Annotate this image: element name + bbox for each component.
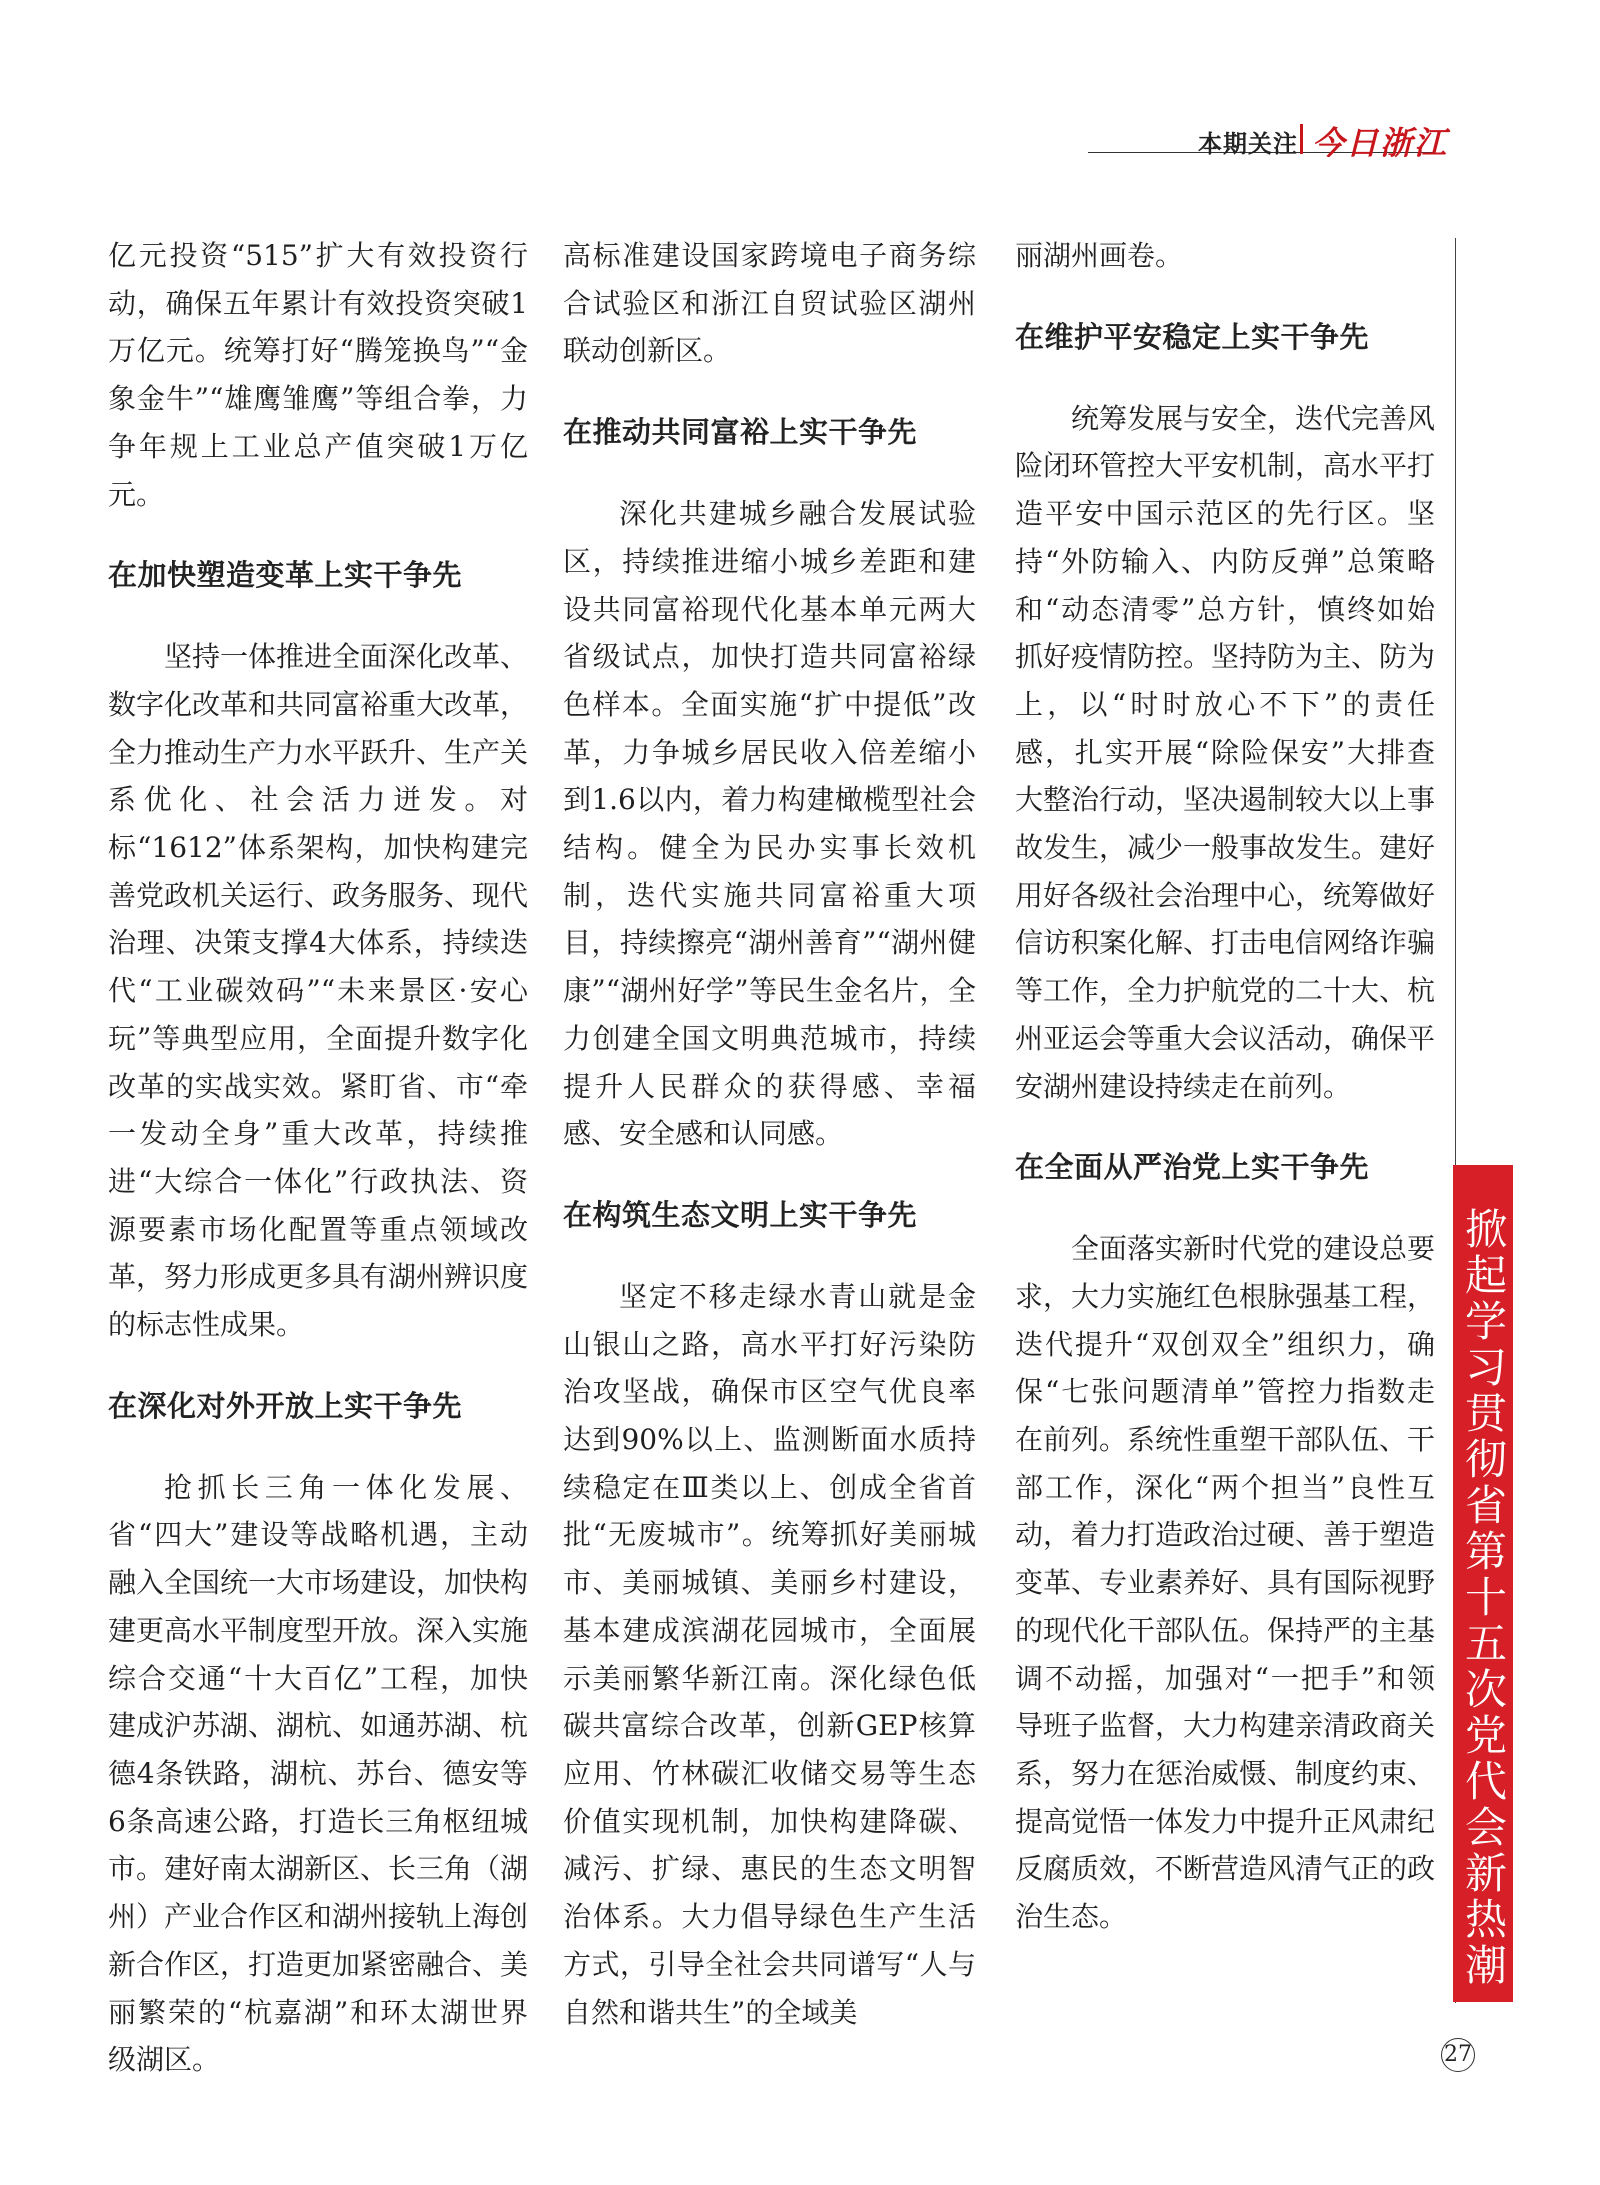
article-column-3 [1015, 232, 1435, 1941]
paragraph: 高标准建设国家跨境电子商务综合试验区和浙江自贸试验区湖州联动创新区。 [563, 239, 976, 368]
paragraph: 全面落实新时代党的建设总要求，大力实施红色根脉强基工程，迭代提升“双创双全”组织力，确保“七张问题清单”管控力指数走在前列。系统性重塑干部队伍、干部工作，深化“两个担当”良性互动，着力打造政治过硬、善于塑造变革、专业素养好、具有国际视野的现代化干部队伍。保持严的主基调不动摇，加强对“一把手”和领导班子监督，大力构建亲清政商关系，努力在惩治威慑、制度约束、提高觉悟一体发力中提升正风肃纪反腐质效，不断营造风清气正的政治生态。 [1015, 1232, 1436, 1934]
section-heading: 在全面从严治党上实干争先 [1015, 1150, 1370, 1185]
magazine-logo: 今日浙江 [1312, 124, 1449, 162]
paragraph: 统筹发展与安全，迭代完善风险闭环管控大平安机制，高水平打造平安中国示范区的先行区。坚持“外防输入、内防反弹”总策略和“动态清零”总方针，慎终如始抓好疫情防控。坚持防为主、防为上，以“时时放心不下”的责任感，扎实开展“除险保安”大排查大整治行动，坚决遏制较大以上事故发生，减少一般事故发生。建好用好各级社会治理中心，统筹做好信访积案化解、打击电信网络诈骗等工作，全力护航党的二十大、杭州亚运会等重大会议活动，确保平安湖州建设持续走在前列。 [1015, 401, 1436, 1103]
paragraph: 亿元投资“515”扩大有效投资行动，确保五年累计有效投资突破1万亿元。统筹打好“腾笼换鸟”“金象金牛”“雄鹰雏鹰”等组合拳，力争年规上工业总产值突破1万亿元。 [108, 239, 528, 511]
topic-sidebar-title: 掀起学习贯彻省第十五次党代会新热潮 [1459, 1207, 1508, 1989]
topic-sidebar [1453, 1165, 1513, 2002]
paragraph: 深化共建城乡融合发展试验区，持续推进缩小城乡差距和建设共同富裕现代化基本单元两大省级试点，加快打造共同富裕绿色样本。全面实施“扩中提低”改革，力争城乡居民收入倍差缩小到1.6以内，着力构建橄榄型社会结构。健全为民办实事长效机制，迭代实施共同富裕重大项目，持续擦亮“湖州善育”“湖州健康”“湖州好学”等民生金名片，全力创建全国文明典范城市，持续提升人民群众的获得感、幸福感、安全感和认同感。 [563, 497, 976, 1151]
section-heading: 在推动共同富裕上实干争先 [563, 415, 918, 450]
section-heading: 在加快塑造变革上实干争先 [108, 558, 463, 593]
section-heading: 在深化对外开放上实干争先 [108, 1388, 463, 1423]
section-heading: 在维护平安稳定上实干争先 [1015, 319, 1370, 354]
paragraph: 坚持一体推进全面深化改革、数字化改革和共同富裕重大改革，全力推动生产力水平跃升、生产关系优化、社会活力迸发。对标“1612”体系架构，加快构建完善党政机关运行、政务服务、现代治理、决策支撑4大体系，持续迭代“工业碳效码”“未来景区·安心玩”等典型应用，全面提升数字化改革的实战实效。紧盯省、市“牵一发动全身”重大改革，持续推进“大综合一体化”行政执法、资源要素市场化配置等重点领域改革，努力形成更多具有湖州辨识度的标志性成果。 [108, 640, 529, 1342]
paragraph: 丽湖州画卷。 [1015, 239, 1184, 272]
article-column-1 [108, 232, 528, 2084]
paragraph: 抢抓长三角一体化发展、省“四大”建设等战略机遇，主动融入全国统一大市场建设，加快构建更高水平制度型开放。深入实施综合交通“十大百亿”工程，加快建成沪苏湖、湖杭、如通苏湖、杭德4条铁路，湖杭、苏台、德安等6条高速公路，打造长三角枢纽城市。建好南太湖新区、长三角（湖州）产业合作区和湖州接轨上海创新合作区，打造更加紧密融合、美丽繁荣的“杭嘉湖”和环太湖世界级湖区。 [108, 1470, 529, 2077]
paragraph: 坚定不移走绿水青山就是金山银山之路，高水平打好污染防治攻坚战，确保市区空气优良率达到90%以上、监测断面水质持续稳定在Ⅲ类以上、创成全省首批“无废城市”。统筹抓好美丽城市、美丽城镇、美丽乡村建设，基本建成滨湖花园城市，全面展示美丽繁华新江南。深化绿色低碳共富综合改革，创新GEP核算应用、竹林碳汇收储交易等生态价值实现机制，加快构建降碳、减污、扩绿、惠民的生态文明智治体系。大力倡导绿色生产生活方式，引导全社会共同谱写“人与自然和谐共生”的全域美 [563, 1279, 976, 2029]
article-column-2 [563, 232, 976, 2036]
header-divider [1300, 124, 1303, 154]
header-section-title: 本期关注 [1198, 130, 1298, 158]
page-number: 27 [1441, 2038, 1475, 2072]
section-heading: 在构筑生态文明上实干争先 [563, 1197, 918, 1232]
